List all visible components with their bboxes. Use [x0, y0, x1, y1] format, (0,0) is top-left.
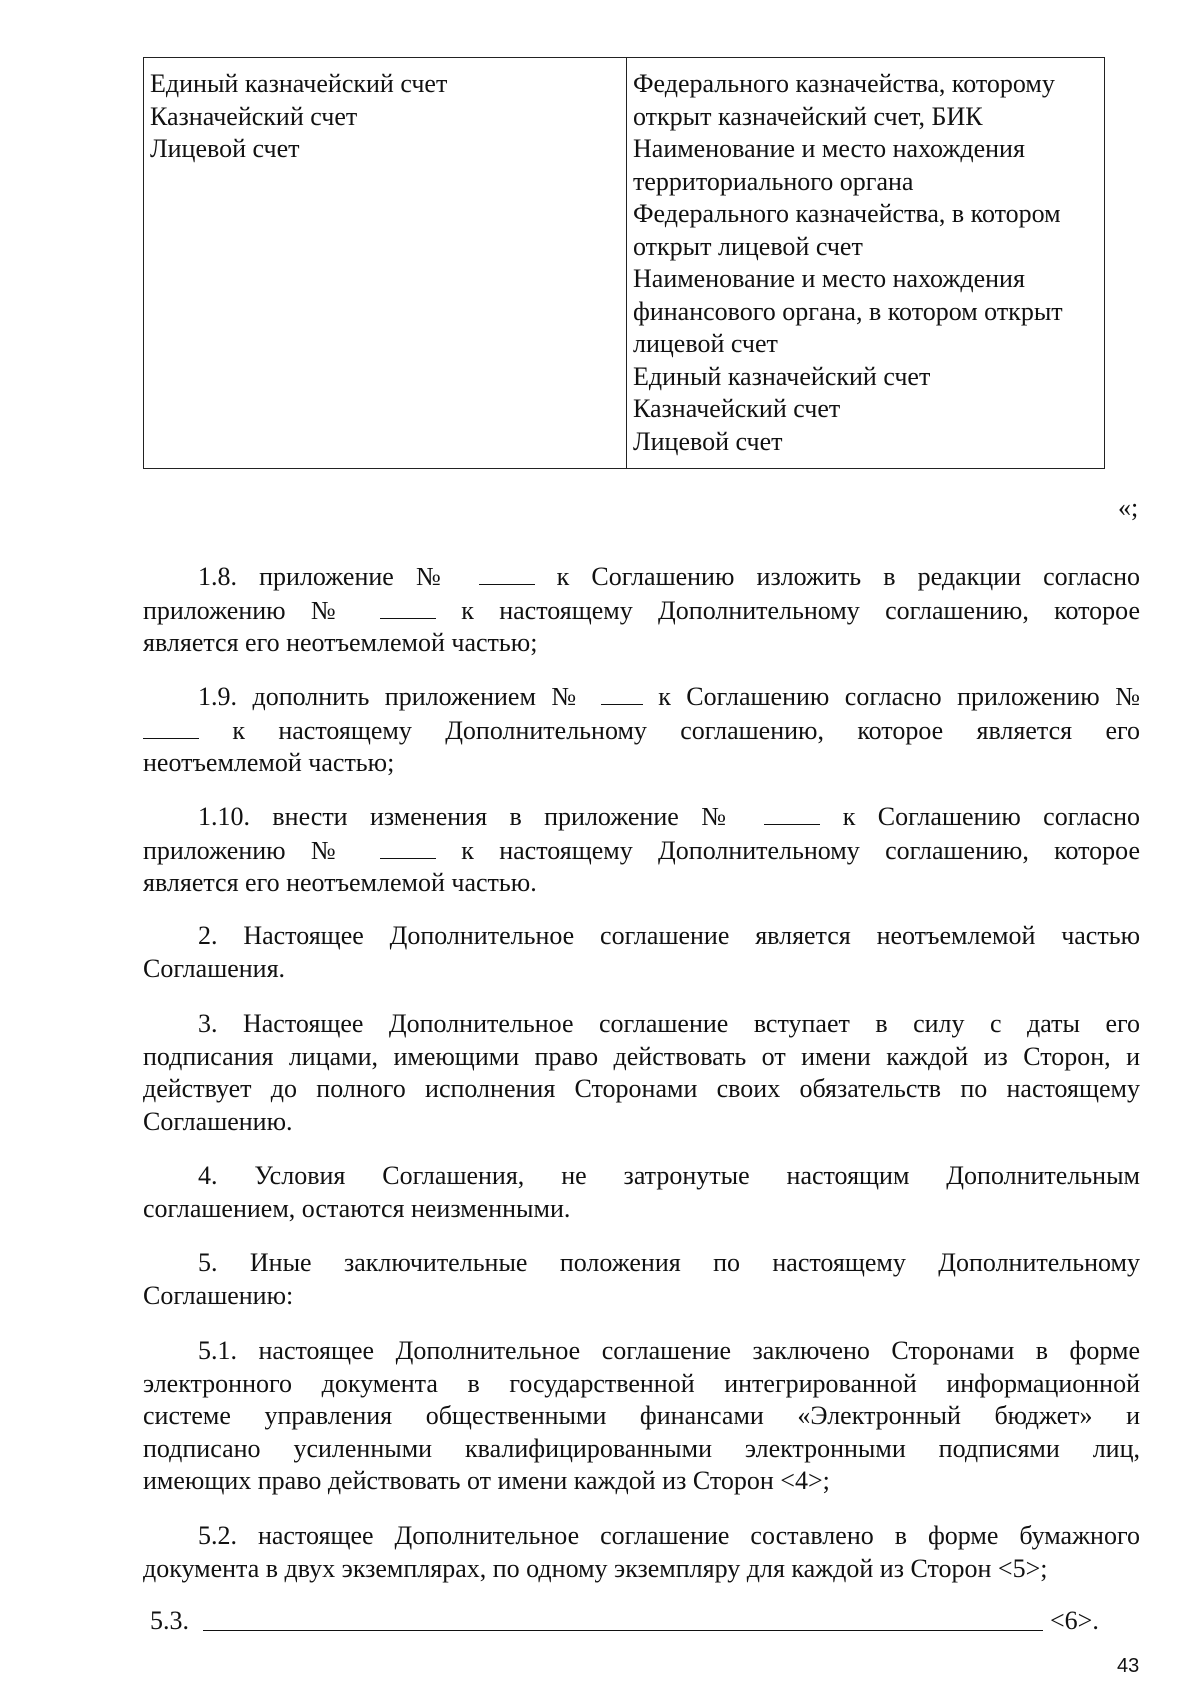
item-number: 5.3. — [150, 1606, 189, 1635]
cell-line: Наименование и место нахождения — [633, 264, 1025, 293]
paragraph-line: действует до полного исполнения Сторонами своих обязательств по настоящему — [143, 1074, 1140, 1103]
cell-line: Казначейский счет — [633, 394, 841, 423]
paragraph-line: является его неотъемлемой частью. — [143, 868, 537, 897]
blank-field — [143, 714, 199, 739]
cell-line: Наименование и место нахождения — [633, 134, 1025, 163]
footnote-ref: <6>. — [1050, 1606, 1099, 1635]
paragraph-line: является его неотъемлемой частью; — [143, 628, 538, 657]
paragraph-line: 5. Иные заключительные положения по настоящему Дополнительному — [198, 1248, 1140, 1277]
paragraph-line: 1.8. приложение № к Соглашению изложить в редакции согласно — [198, 562, 1140, 591]
blank-field — [479, 560, 535, 585]
paragraph-line: имеющих право действовать от имени каждой из Сторон <4>; — [143, 1466, 830, 1495]
paragraph-1-9 — [143, 680, 1140, 780]
paragraph-1-10 — [143, 800, 1140, 900]
paragraph-line: 1.9. дополнить приложением № к Соглашению согласно приложению № — [198, 682, 1140, 711]
paragraph-line: документа в двух экземплярах, по одному экземпляру для каждой из Сторон <5>; — [143, 1553, 1048, 1583]
paragraph-5-2 — [143, 1520, 1140, 1585]
blank-field — [380, 834, 436, 859]
page-number: 43 — [1117, 1655, 1140, 1677]
blank-field — [601, 680, 643, 705]
paragraph-line: приложению № к настоящему Дополнительному соглашению, которое — [143, 835, 1141, 865]
cell-line: Единый казначейский счет — [150, 69, 448, 98]
paragraph-1-8 — [143, 560, 1140, 660]
cell-line: Казначейский счет — [150, 101, 358, 131]
paragraph-line: к настоящему Дополнительному соглашению, которое является его — [143, 714, 1140, 748]
table-row — [144, 58, 1105, 469]
account-details-table — [143, 57, 1105, 469]
cell-line: финансового органа, в котором открыт — [633, 296, 1063, 326]
closing-quote-mark: «; — [1118, 493, 1139, 522]
paragraph-line: Соглашению. — [143, 1106, 293, 1136]
paragraph-line: электронного документа в государственной интегрированной информационной — [143, 1368, 1140, 1398]
paragraph-line: подписания лицами, имеющими право действовать от имени каждой из Сторон, и — [143, 1041, 1140, 1071]
table-cell-left — [144, 58, 627, 469]
paragraph-3 — [143, 1008, 1140, 1138]
cell-line: Лицевой счет — [150, 134, 300, 163]
paragraph-line: Соглашения. — [143, 953, 286, 983]
paragraph-line: 2. Настоящее Дополнительное соглашение является неотъемлемой частью — [198, 921, 1140, 950]
paragraph-line: 3. Настоящее Дополнительное соглашение вступает в силу с даты его — [198, 1009, 1140, 1038]
cell-line: Лицевой счет — [633, 426, 783, 456]
blank-field — [203, 1630, 1043, 1631]
paragraph-line: подписано усиленными квалифицированными электронными подписями лиц, — [143, 1433, 1140, 1463]
paragraph-line: 1.10. внести изменения в приложение № к Соглашению согласно — [198, 802, 1141, 831]
cell-line: Единый казначейский счет — [633, 361, 931, 391]
paragraph-5 — [143, 1247, 1140, 1312]
paragraph-4 — [143, 1160, 1140, 1225]
blank-field — [380, 594, 436, 619]
cell-line: Федерального казначейства, которому — [633, 69, 1055, 98]
paragraph-line: приложению № к настоящему Дополнительному соглашению, которое — [143, 595, 1141, 625]
paragraph-2 — [143, 920, 1140, 985]
cell-line: территориального органа — [633, 166, 914, 196]
cell-line: открыт лицевой счет — [633, 231, 863, 261]
paragraph-line: Соглашению: — [143, 1280, 294, 1310]
paragraph-line: 5.1. настоящее Дополнительное соглашение заключено Сторонами в форме — [198, 1336, 1140, 1365]
paragraph-line: 5.2. настоящее Дополнительное соглашение составлено в форме бумажного — [198, 1521, 1140, 1550]
cell-line: лицевой счет — [633, 329, 778, 358]
paragraph-line: 4. Условия Соглашения, не затронутые настоящим Дополнительным — [198, 1161, 1140, 1190]
paragraph-5-3 — [150, 1605, 1099, 1638]
cell-line: Федерального казначейства, в котором — [633, 199, 1061, 228]
paragraph-line: соглашением, остаются неизменными. — [143, 1193, 571, 1223]
table-cell-right — [627, 58, 1105, 469]
paragraph-line: системе управления общественными финансами «Электронный бюджет» и — [143, 1401, 1140, 1430]
paragraph-line: неотъемлемой частью; — [143, 748, 395, 777]
cell-line: открыт казначейский счет, БИК — [633, 101, 983, 131]
paragraph-5-1 — [143, 1335, 1140, 1498]
blank-field — [764, 800, 820, 825]
